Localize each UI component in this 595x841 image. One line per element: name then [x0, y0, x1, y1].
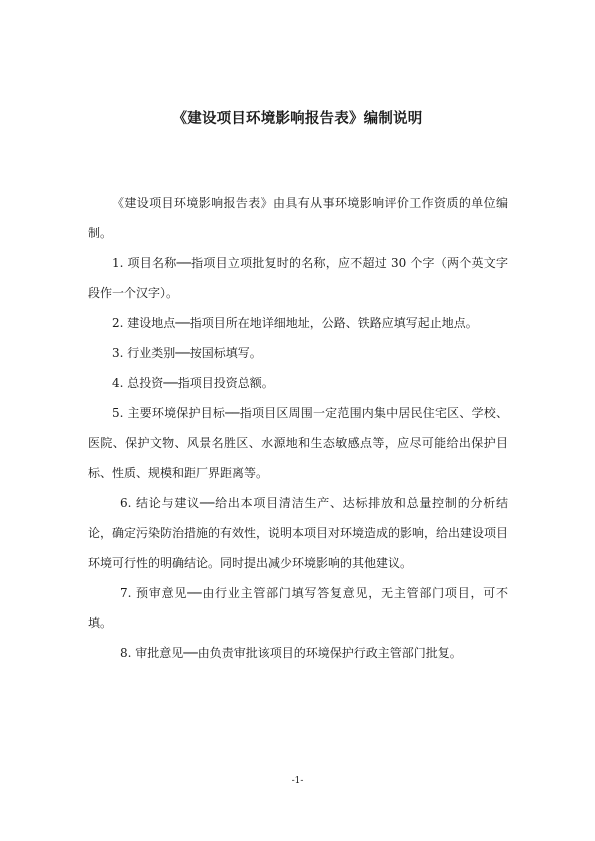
item-construction-site: 2. 建设地点──指项目所在地详细地址，公路、铁路应填写起止地点。 — [112, 316, 478, 330]
document-body — [88, 188, 508, 668]
item-total-investment: 4. 总投资──指项目投资总额。 — [112, 376, 274, 390]
item-conclusions: 6. 结论与建议──给出本项目清洁生产、达标排放和总量控制的分析结论，确定污染防治措施的有效性，说明本项目对环境造成的影响，给出建设项目环境可行性的明确结论。同时提出减少环境影响的其他建议。 — [88, 496, 509, 570]
intro-paragraph: 《建设项目环境影响报告表》由具有从事环境影响评价工作资质的单位编制。 — [88, 196, 508, 240]
item-industry-category: 3. 行业类别──按国标填写。 — [112, 346, 262, 360]
page-number: -1- — [291, 776, 304, 786]
item-approval-opinion: 8. 审批意见──由负责审批该项目的环境保护行政主管部门批复。 — [120, 646, 462, 660]
item-project-name: 1. 项目名称──指项目立项批复时的名称，应不超过 30 个字（两个英文字段作一个汉字）。 — [88, 256, 508, 300]
document-title: 《建设项目环境影响报告表》编制说明 — [172, 111, 423, 127]
item-protection-targets: 5. 主要环境保护目标──指项目区周围一定范围内集中居民住宅区、学校、医院、保护文物、风景名胜区、水源地和生态敏感点等，应尽可能给出保护目标、性质、规模和距厂界距离等。 — [88, 406, 508, 480]
item-pre-review-opinion: 7. 预审意见──由行业主管部门填写答复意见，无主管部门项目，可不填。 — [88, 586, 508, 630]
